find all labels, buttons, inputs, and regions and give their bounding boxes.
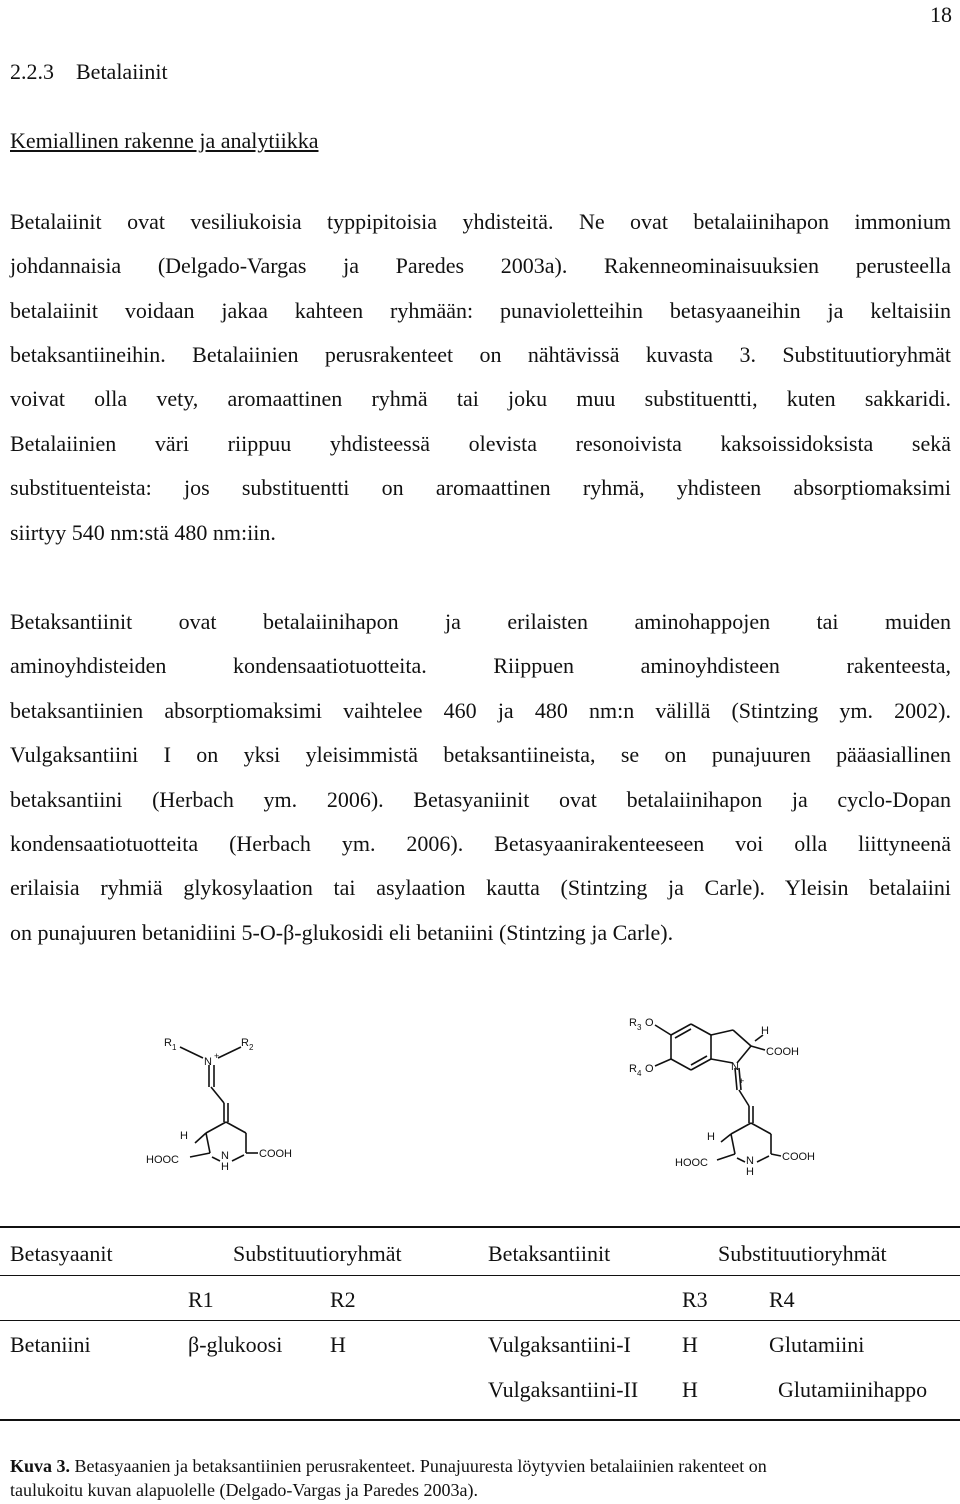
nh-atom: N [221,1150,229,1162]
caption-text: Betasyaanien ja betaksantiinien perusrakenteet. Punajuuresta löytyvien betalaiinien rakenteet on [74,1456,767,1476]
bond [731,1134,735,1154]
nh-hydrogen: H [221,1161,229,1173]
bond [711,1059,733,1063]
table-subheader: R2 [330,1287,356,1312]
r2-label: $R_2$ [241,1037,254,1052]
cooh-group: COOH [782,1151,815,1163]
subheading: Kemiallinen rakenne ja analytiikka [10,128,319,153]
bond [212,1157,220,1161]
betalain-structure-left [140,1025,320,1175]
n-atom: N [204,1056,212,1068]
hooc-group: HOOC [146,1154,179,1166]
bond [691,1059,711,1070]
paragraph-line: johdannaisia (Delgado-Vargas ja Paredes 2003a). Rakenneominaisuuksien perusteella [10,253,951,278]
bond [739,1090,749,1106]
table-rule-subheader [0,1320,960,1321]
bond [190,1153,210,1157]
figure-label: Kuva 3. [10,1456,71,1476]
bond [206,1122,226,1133]
paragraph-line: Betalaiinit ovat vesiliukoisia typpipitoisia yhdisteitä. Ne ovat betalaiinihapon immonium [10,209,951,234]
figure-caption-line-1 [10,1454,951,1478]
bond [180,1047,203,1058]
table-rule-bottom [0,1419,960,1421]
paragraph-line: siirtyy 540 nm:stä 480 nm:iin. [10,520,276,545]
bond [675,1029,691,1038]
table-cell: Glutamiinihappo [778,1377,928,1402]
h-atom: H [761,1025,769,1037]
bond [711,1030,733,1035]
nh-hydrogen: H [746,1166,754,1178]
page-number: 18 [930,2,952,27]
h-atom: H [707,1131,715,1143]
bond [211,1087,224,1103]
paragraph-line: Betaksantiinit ovat betalaiinihapon ja erilaisten aminohappojen tai muiden [10,609,951,634]
paragraph-line: betaksantiinien absorptiomaksimi vaihtelee 460 ja 480 nm:n välillä (Stintzing ym. 2002). [10,698,951,723]
bond [771,1154,781,1156]
bond [737,1046,751,1063]
betalain-structure-right [625,1008,835,1178]
table-subheader: R1 [188,1287,214,1312]
paragraph-line: betaksantiineihin. Betalaiinien perusrakenteet on nähtävissä kuvasta 3. Substituutioryhmät [10,342,951,367]
oxygen-atom: O [645,1063,654,1075]
r1-label: $R_1$ [164,1037,177,1052]
paragraph-line: on punajuuren betanidiini 5-O-β-glukosidi eli betaniini (Stintzing ja Carle). [10,920,674,945]
table-cell: H [330,1332,346,1357]
bond [721,1134,731,1142]
cooh-group: COOH [259,1148,292,1160]
bond [218,1047,241,1058]
bond [232,1155,244,1161]
paragraph-line: substituenteista: jos substituentti on aromaattinen ryhmä, yhdisteen absorptiomaksimi [10,475,951,500]
bond [733,1030,751,1046]
table-header: Substituutioryhmät [233,1241,402,1266]
r3-label: $R_3$ [629,1017,642,1032]
figure-caption-line-2: taulukoitu kuvan alapuolelle (Delgado-Vargas ja Paredes 2003a). [10,1480,479,1500]
table-cell: H [682,1377,698,1402]
section-heading: 2.2.3 Betalaiinit [10,59,168,84]
bond [195,1133,206,1143]
nh-atom: N [746,1155,754,1167]
paragraph-line: betaksantiini (Herbach ym. 2006). Betasyaniinit ovat betalaiinihapon ja cyclo-Dopan [10,787,951,812]
n-atom: N [731,1061,739,1073]
bond [655,1025,671,1035]
table-cell: β-glukoosi [188,1332,283,1357]
cooh-group: COOH [766,1046,799,1058]
table-subheader: R3 [682,1287,708,1312]
h-atom: H [180,1130,188,1142]
paragraph-line: Vulgaksantiini I on yksi yleisimmistä betaksantiineista, se on punajuuren pääasiallinen [10,742,951,767]
paragraph-line: voivat olla vety, aromaattinen ryhmä tai joku muu substituentti, kuten sakkaridi. [10,386,951,411]
table-cell: Vulgaksantiini-I [488,1332,631,1357]
bond [737,1158,745,1162]
bond [671,1024,691,1035]
paragraph-line: aminoyhdisteiden kondensaatiotuotteita. Riippuen aminoyhdisteen rakenteesta, [10,653,951,678]
bond [655,1059,671,1066]
paragraph-line: Betalaiinien väri riippuu yhdisteessä olevista resonoivista kaksoissidoksista sekä [10,431,951,456]
paragraph-line: kondensaatiotuotteita (Herbach ym. 2006). Betasyaanirakenteeseen voi olla liittyneenä [10,831,951,856]
charge-plus: + [739,1076,745,1086]
bond [717,1154,735,1160]
bond [671,1059,691,1070]
hooc-group: HOOC [675,1157,708,1169]
oxygen-atom: O [645,1017,654,1029]
table-cell: Betaniini [10,1332,91,1357]
table-header: Substituutioryhmät [718,1241,887,1266]
bond [751,1046,765,1050]
paragraph-line: betalaiinit voidaan jakaa kahteen ryhmään: punavioletteihin betasyaaneihin ja keltaisiin [10,298,951,323]
bond [731,1123,751,1134]
bond [691,1024,711,1035]
table-cell: Glutamiini [769,1332,865,1357]
table-cell: Vulgaksantiini-II [488,1377,639,1402]
table-rule-top [0,1226,960,1228]
r4-label: $R_4$ [629,1063,642,1078]
table-rule-header [0,1275,960,1276]
table-header: Betasyaanit [10,1241,113,1266]
bond [691,1056,707,1065]
table-header: Betaksantiinit [488,1241,611,1266]
bond [206,1133,210,1153]
bond [226,1122,246,1133]
charge-plus: + [214,1051,220,1061]
bond [757,1156,769,1162]
bond [751,1123,771,1134]
paragraph-line: erilaisia ryhmiä glykosylaation tai asylaation kautta (Stintzing ja Carle). Yleisin betalaiini [10,875,951,900]
table-cell: H [682,1332,698,1357]
table-subheader: R4 [769,1287,795,1312]
